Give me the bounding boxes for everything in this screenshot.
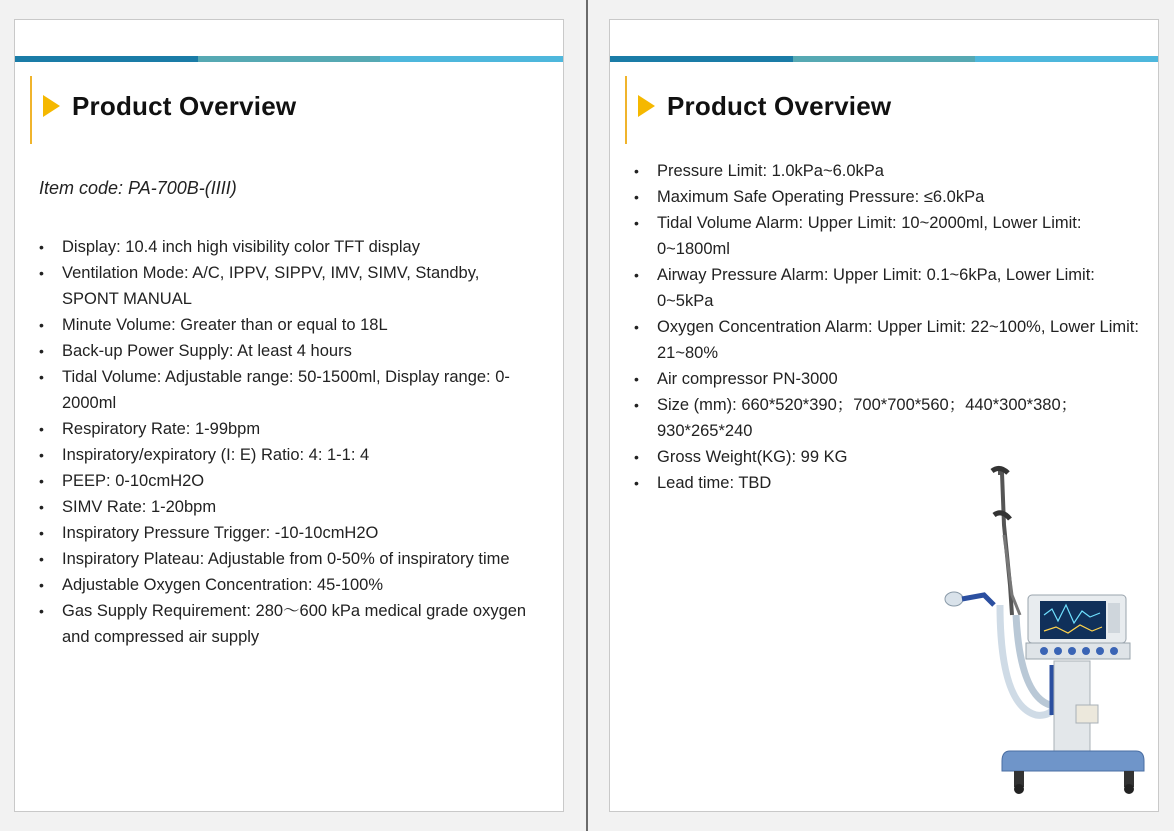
band-segment-2 — [198, 56, 381, 62]
list-item: • Display: 10.4 inch high visibility color TFT display — [39, 234, 539, 260]
page-title: Product Overview — [72, 90, 297, 121]
band-segment-1 — [15, 56, 198, 62]
band-segment-2 — [793, 56, 976, 62]
list-item: • Airway Pressure Alarm: Upper Limit: 0.1~6kPa, Lower Limit: 0~5kPa — [634, 262, 1149, 314]
list-item: • Maximum Safe Operating Pressure: ≤6.0kPa — [634, 184, 1149, 210]
play-triangle-icon — [638, 95, 655, 117]
slide-left — [14, 19, 564, 812]
header-color-band — [610, 56, 1158, 62]
list-item: • Inspiratory/expiratory (I: E) Ratio: 4: 1-1: 4 — [39, 442, 539, 468]
list-item: • Air compressor PN-3000 — [634, 366, 1149, 392]
list-item: • PEEP: 0-10cmH2O — [39, 468, 539, 494]
page-title: Product Overview — [667, 90, 892, 121]
slide-right — [609, 19, 1159, 812]
play-triangle-icon — [43, 95, 60, 117]
list-item: • Gross Weight(KG): 99 KG — [634, 444, 1149, 470]
list-item: • Respiratory Rate: 1-99bpm — [39, 416, 539, 442]
page-divider — [586, 0, 588, 831]
band-segment-3 — [380, 56, 563, 62]
list-item: • Inspiratory Pressure Trigger: -10-10cmH2O — [39, 520, 539, 546]
header-color-band — [15, 56, 563, 62]
list-item: • Ventilation Mode: A/C, IPPV, SIPPV, IMV, SIMV, Standby, SPONT MANUAL — [39, 260, 539, 312]
list-item: • Gas Supply Requirement: 280～600 kPa medical grade oxygen and compressed air supply — [39, 598, 539, 650]
list-item: • Size (mm): 660*520*390；700*700*560；440*300*380；930*265*240 — [634, 392, 1149, 444]
list-item: • Inspiratory Plateau: Adjustable from 0-50% of inspiratory time — [39, 546, 539, 572]
list-item: • SIMV Rate: 1-20bpm — [39, 494, 539, 520]
list-item: • Oxygen Concentration Alarm: Upper Limit: 22~100%, Lower Limit: 21~80% — [634, 314, 1149, 366]
band-segment-3 — [975, 56, 1158, 62]
list-item: • Minute Volume: Greater than or equal to 18L — [39, 312, 539, 338]
list-item: • Tidal Volume: Adjustable range: 50-1500ml, Display range: 0-2000ml — [39, 364, 539, 416]
list-item: • Back-up Power Supply: At least 4 hours — [39, 338, 539, 364]
item-code: Item code: PA-700B-(IIII) — [39, 178, 237, 198]
spec-list — [634, 158, 1149, 496]
ventilator-image — [940, 465, 1154, 795]
band-segment-1 — [610, 56, 793, 62]
section-heading — [625, 76, 891, 144]
section-heading — [30, 76, 296, 144]
list-item: • Adjustable Oxygen Concentration: 45-100% — [39, 572, 539, 598]
spec-list — [39, 234, 539, 650]
list-item: • Tidal Volume Alarm: Upper Limit: 10~2000ml, Lower Limit: 0~1800ml — [634, 210, 1149, 262]
list-item: • Pressure Limit: 1.0kPa~6.0kPa — [634, 158, 1149, 184]
list-item: • Lead time: TBD — [634, 470, 1149, 496]
